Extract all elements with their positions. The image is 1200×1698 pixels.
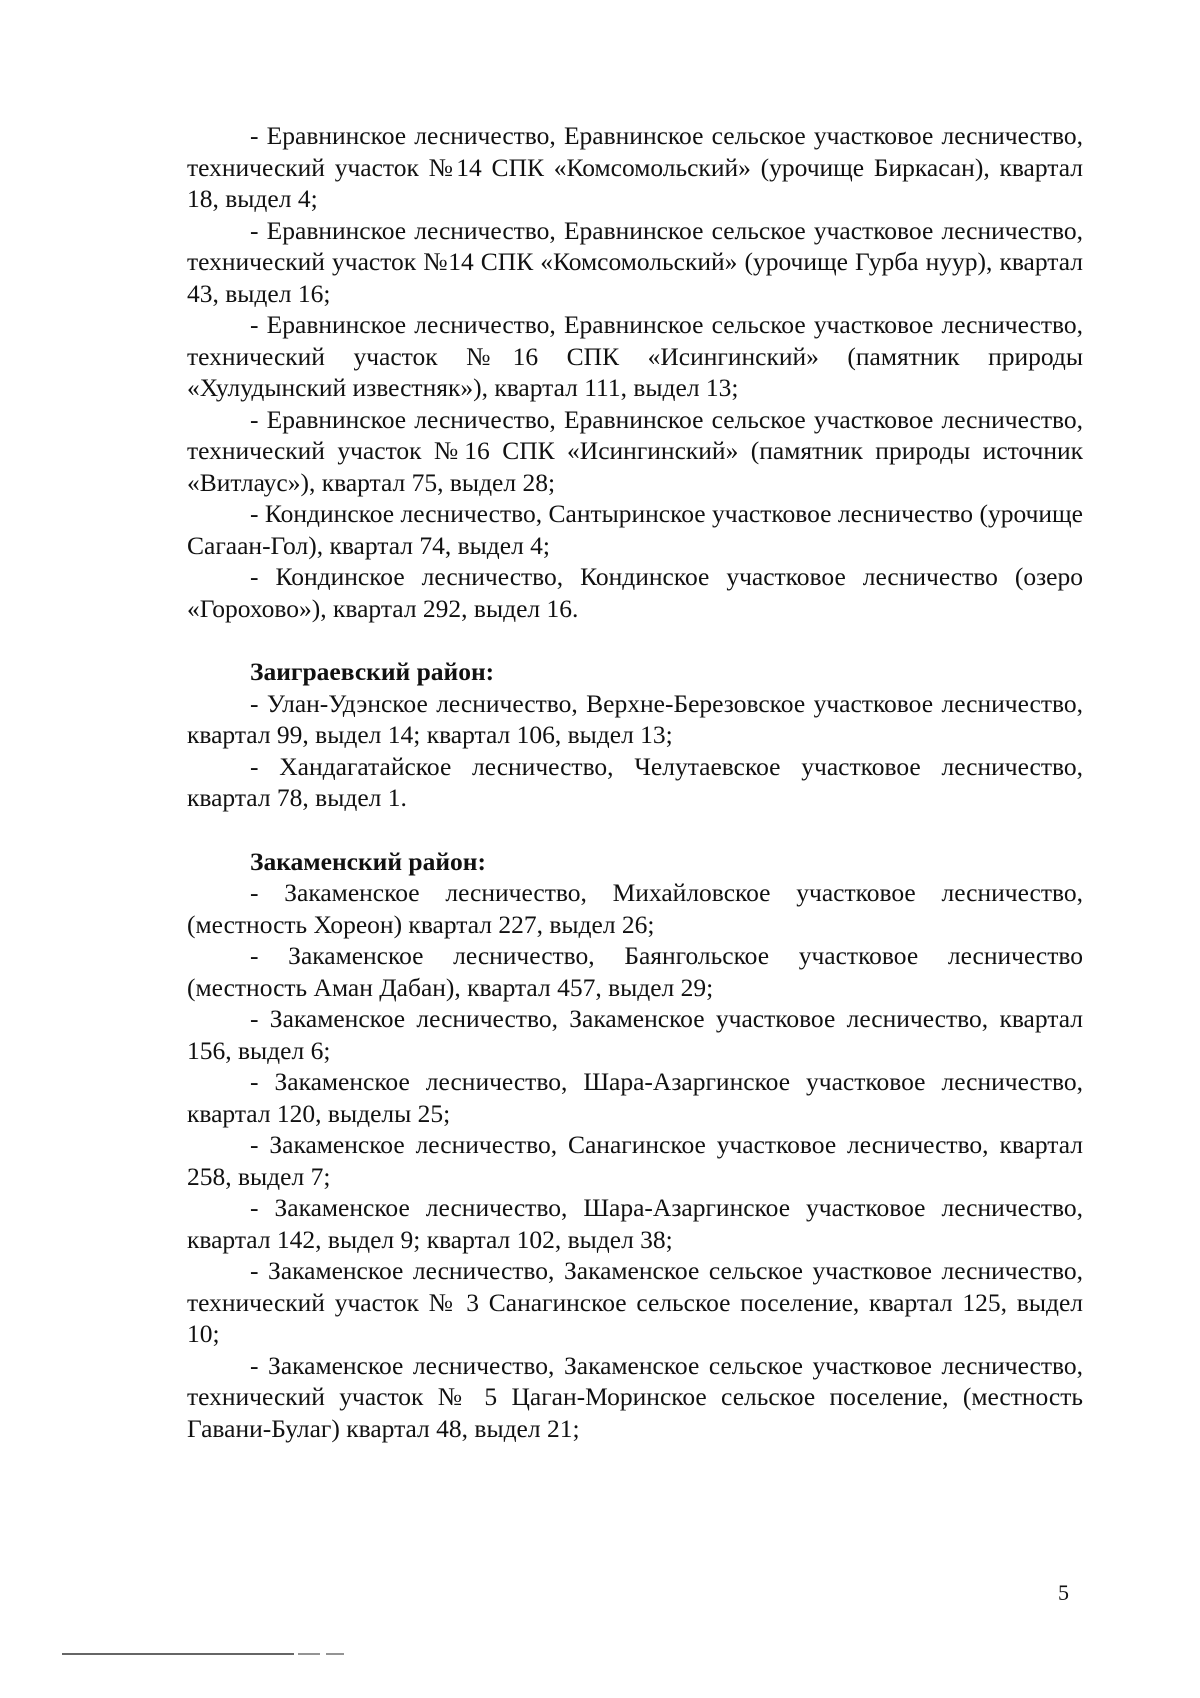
list-item: - Еравнинское лесничество, Еравнинское сельское участковое лесничество, технический участок №14 СПК «Комсомольский» (урочище Гурба нуур), квартал 43, выдел 16; xyxy=(187,215,1083,308)
list-item: - Закаменское лесничество, Михайловское участковое лесничество, (местность Хореон) квартал 227, выдел 26; xyxy=(187,878,1083,939)
list-item: - Кондинское лесничество, Кондинское участковое лесничество (озеро «Горохово»), квартал 292, выдел 16. xyxy=(187,562,1083,623)
list-item: - Закаменское лесничество, Закаменское сельское участковое лесничество, технический участок № 3 Санагинское сельское поселение, квартал 125, выдел 10; xyxy=(187,1256,1083,1348)
list-item: - Закаменское лесничество, Санагинское участковое лесничество, квартал 258, выдел 7; xyxy=(187,1130,1083,1191)
list-item: - Закаменское лесничество, Закаменское участковое лесничество, квартал 156, выдел 6; xyxy=(187,1004,1083,1065)
section-heading-zakamensky: Закаменский район: xyxy=(250,846,486,876)
section-spacer xyxy=(187,814,1083,846)
list-item: - Еравнинское лесничество, Еравнинское сельское участковое лесничество, технический участок №16 СПК «Исингинский» (памятник природы «Хулудынский известняк»), квартал 111, выдел 13; xyxy=(187,310,1083,402)
list-item: - Закаменское лесничество, Закаменское сельское участковое лесничество, технический участок № 5 Цаган-Моринское сельское поселение, (местность Гавани-Булаг) квартал 48, выдел 21; xyxy=(187,1350,1083,1443)
footer-scan-rule xyxy=(62,1648,352,1660)
list-item: - Закаменское лесничество, Шара-Азаргинское участковое лесничество, квартал 142, выдел 9; квартал 102, выдел 38; xyxy=(187,1193,1083,1254)
section-heading-zaigraevsky: Заиграевский район: xyxy=(250,657,495,686)
list-item: - Кондинское лесничество, Сантыринское участковое лесничество (урочище Сагаан-Гол), квартал 74, выдел 4; xyxy=(187,499,1083,560)
list-item: - Хандагатайское лесничество, Челутаевское участковое лесничество, квартал 78, выдел 1. xyxy=(187,751,1083,812)
section-spacer xyxy=(187,624,1083,656)
document-body xyxy=(187,120,1083,1444)
page-number: 5 xyxy=(1058,1580,1069,1605)
list-item: - Улан-Удэнское лесничество, Верхне-Березовское участковое лесничество, квартал 99, выдел 14; квартал 106, выдел 13; xyxy=(187,688,1083,749)
list-item: - Еравнинское лесничество, Еравнинское сельское участковое лесничество, технический участок №16 СПК «Исингинский» (памятник природы источник «Витлаус»), квартал 75, выдел 28; xyxy=(187,404,1083,497)
list-item: - Еравнинское лесничество, Еравнинское сельское участковое лесничество, технический участок №14 СПК «Комсомольский» (урочище Биркасан), квартал 18, выдел 4; xyxy=(187,121,1083,213)
list-item: - Закаменское лесничество, Шара-Азаргинское участковое лесничество, квартал 120, выделы 25; xyxy=(187,1067,1083,1128)
list-item: - Закаменское лесничество, Баянгольское участковое лесничество (местность Аман Дабан), квартал 457, выдел 29; xyxy=(187,941,1083,1002)
